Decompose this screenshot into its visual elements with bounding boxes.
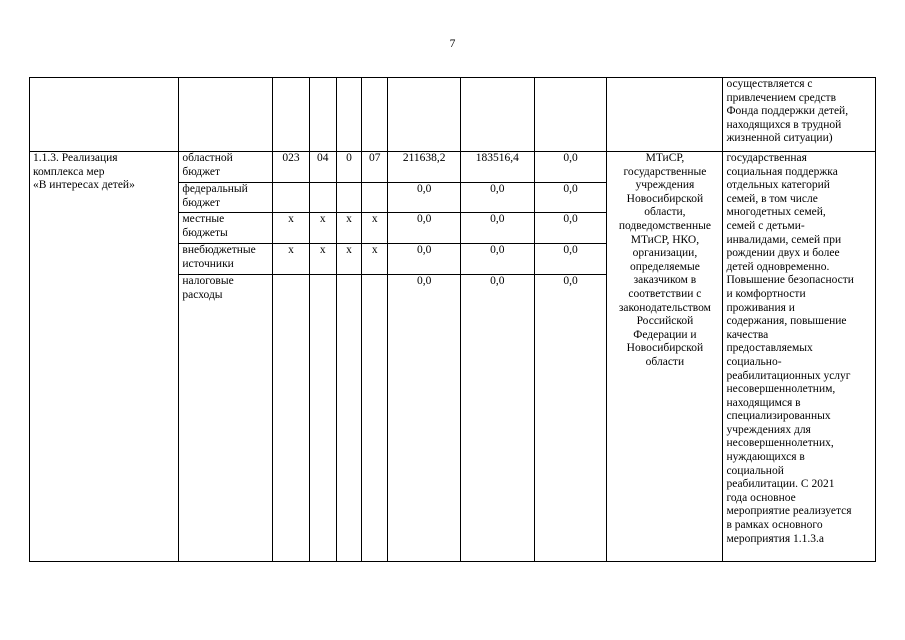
code-gr: 023 (273, 152, 309, 183)
code-pz: x (336, 244, 361, 275)
value-cell: 0,0 (388, 213, 461, 244)
value-cell: 0,0 (534, 213, 607, 244)
code-pz: 0 (336, 152, 361, 183)
code-rz (309, 183, 336, 213)
code-gr (273, 183, 309, 213)
executor-cell: МТиСР, государственные учреждения Новосибирской области, подведомственные МТиСР, НКО, организации, определяемые заказчиком в соответствии с законодательством Российской Федерации и Новосибирской области (607, 152, 723, 562)
table-cell (388, 78, 461, 152)
source-label: федеральный бюджет (179, 183, 273, 213)
table-row-continuation (30, 78, 876, 152)
code-gr: x (273, 244, 309, 275)
table-cell (336, 78, 361, 152)
value-cell: 0,0 (388, 244, 461, 275)
table-cell (309, 78, 336, 152)
table-cell (534, 78, 607, 152)
value-cell: 0,0 (461, 183, 535, 213)
result-continuation-cell: осуществляется с привлечением средств Фонда поддержки детей, находящихся в трудной жизненной ситуации) (723, 78, 876, 152)
value-cell: 0,0 (534, 244, 607, 275)
source-label: областной бюджет (179, 152, 273, 183)
table-cell (273, 78, 309, 152)
code-csr (362, 183, 388, 213)
page-number: 7 (449, 38, 456, 50)
code-rz: x (309, 213, 336, 244)
code-pz (336, 183, 361, 213)
value-cell: 0,0 (461, 244, 535, 275)
table-cell (30, 78, 179, 152)
table-cell (362, 78, 388, 152)
code-csr: 07 (362, 152, 388, 183)
value-cell: 0,0 (388, 275, 461, 562)
code-rz (309, 275, 336, 562)
value-cell: 0,0 (534, 275, 607, 562)
code-csr: x (362, 244, 388, 275)
value-cell: 0,0 (388, 183, 461, 213)
source-label: внебюджетные источники (179, 244, 273, 275)
value-cell: 0,0 (534, 183, 607, 213)
table-row-source (30, 152, 876, 183)
value-cell: 183516,4 (461, 152, 535, 183)
value-cell: 0,0 (534, 152, 607, 183)
code-csr: x (362, 213, 388, 244)
table-cell (461, 78, 535, 152)
code-gr (273, 275, 309, 562)
measure-name-cell: 1.1.3. Реализация комплекса мер «В интересах детей» (30, 152, 179, 562)
code-pz: x (336, 213, 361, 244)
code-rz: 04 (309, 152, 336, 183)
code-rz: x (309, 244, 336, 275)
table-cell (179, 78, 273, 152)
value-cell: 211638,2 (388, 152, 461, 183)
code-csr (362, 275, 388, 562)
table-cell (607, 78, 723, 152)
source-label: налоговые расходы (179, 275, 273, 562)
program-table (29, 77, 876, 562)
code-gr: x (273, 213, 309, 244)
source-label: местные бюджеты (179, 213, 273, 244)
result-cell: государственная социальная поддержка отдельных категорий семей, в том числе многодетных семей, семей с детьми- инвалидами, семей при рождении двух и более детей одновременно. Повышение безопасности и комфортности проживания и содержания, повышение качества предоставляемых социально- реабилитационных услуг несовершеннолетним, находящимся в специализированных учреждениях для несовершеннолетних, нуждающихся в социальной реабилитации. С 2021 года основное мероприятие реализуется в рамках основного мероприятия 1.1.3.а (723, 152, 876, 562)
value-cell: 0,0 (461, 213, 535, 244)
code-pz (336, 275, 361, 562)
value-cell: 0,0 (461, 275, 535, 562)
